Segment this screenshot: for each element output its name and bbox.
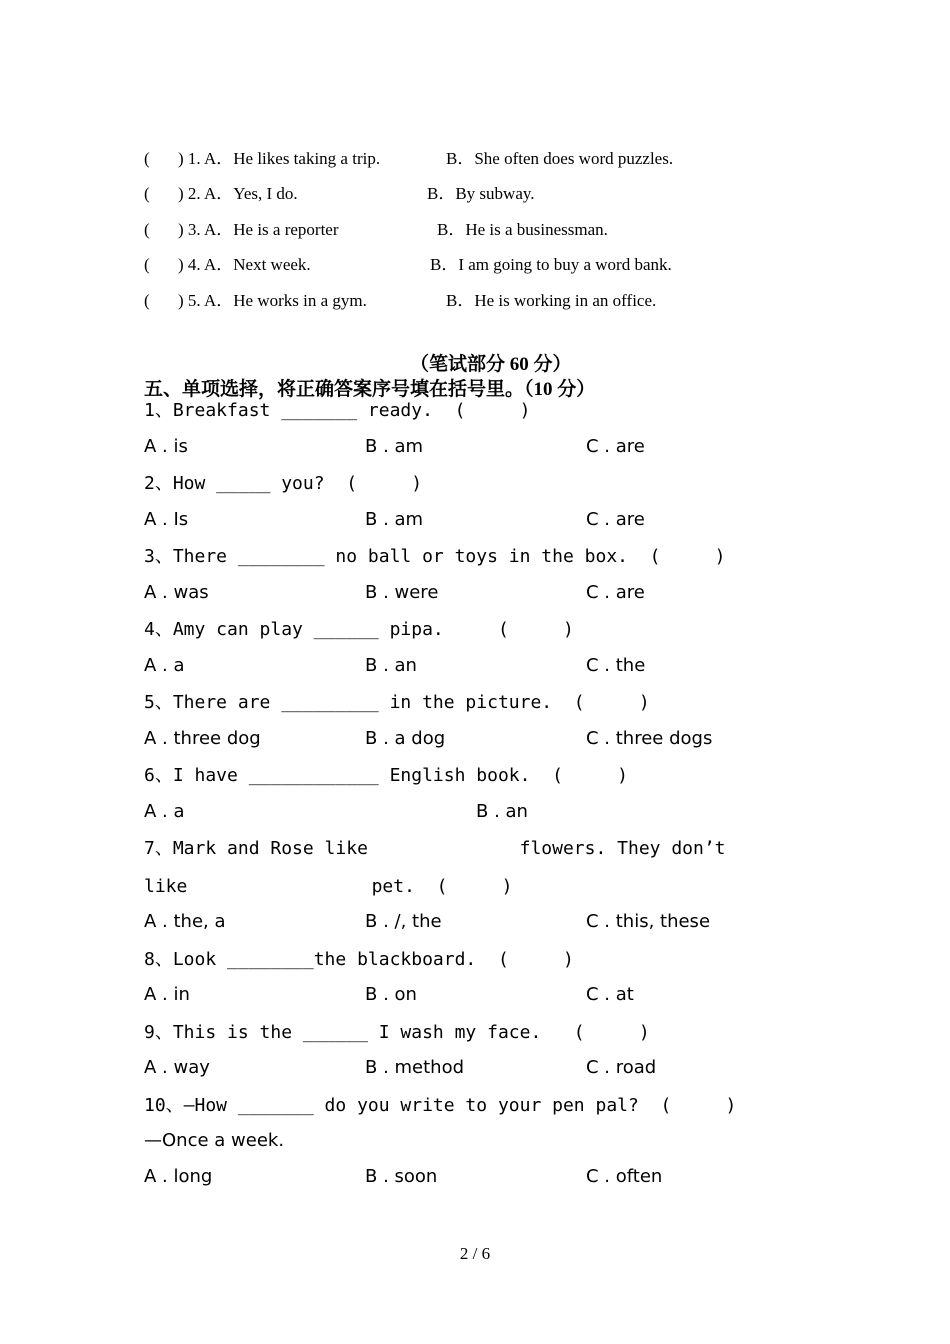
written-part-header: （笔试部分 60 分） [410,354,572,375]
page-number: 2 / 6 [459,1244,491,1263]
options-row [144,436,844,458]
question-stem: 1、Breakfast _______ ready. ( ) [144,400,531,421]
question-stem: 3、There ________ no ball or toys in the box. ( ) [144,546,726,567]
option-a: A . a [144,801,185,822]
option-a: A . way [144,1057,210,1078]
option-b: B . soon [365,1166,438,1187]
question-stem: 5、There are _________ in the picture. ( ) [144,692,650,713]
option-b: B．She often does word puzzles. [446,149,674,168]
answer-paren: ( [144,184,150,203]
question-stem: 9、This is the ______ I wash my face. ( ) [144,1022,650,1043]
option-b: B . /, the [365,911,442,932]
option-a: ) 5. A．He works in a gym. [178,291,367,310]
question-stem: 6、I have ____________ English book. ( ) [144,765,628,786]
answer-paren: ( [144,291,150,310]
options-row [144,728,844,750]
option-a: A . was [144,582,209,603]
option-b: B . an [365,655,417,676]
answer-paren: ( [144,255,150,274]
options-row [144,1057,844,1079]
option-b: B . a dog [365,728,446,749]
option-b: B . were [365,582,439,603]
option-a: ) 1. A．He likes taking a trip. [178,149,381,168]
option-a: A . in [144,984,190,1005]
option-c: C . three dogs [586,728,713,749]
option-a: A . long [144,1166,213,1187]
option-b: B . an [476,801,528,822]
option-c: C . are [586,509,645,530]
answer-prompt: —Once a week. [144,1130,285,1151]
option-b: B . method [365,1057,465,1078]
option-c: C . the [586,655,646,676]
option-b: B . am [365,436,424,457]
options-row [144,509,844,531]
option-c: C . are [586,582,645,603]
option-b: B . on [365,984,417,1005]
section-title: 五、单项选择，将正确答案序号填在括号里。（10 分） [144,379,596,400]
option-a: A . is [144,436,188,457]
options-row [144,911,844,933]
options-row [144,582,844,604]
options-row [144,984,844,1006]
option-b: B．He is working in an office. [446,291,657,310]
question-stem: 2、How _____ you? ( ) [144,473,423,494]
question-stem: 8、Look ________the blackboard. ( ) [144,949,574,970]
answer-paren: ( [144,220,150,239]
option-c: C . often [586,1166,663,1187]
option-b: B．He is a businessman. [437,220,608,239]
question-stem: 10、—How _______ do you write to your pen pal? ( ) [144,1095,737,1116]
option-c: C . this, these [586,911,711,932]
option-b: B．By subway. [427,184,535,203]
question-stem-continued: like pet. ( ) [144,876,513,897]
options-row [144,655,844,677]
option-a: ) 2. A．Yes, I do. [178,184,298,203]
option-a: A . three dog [144,728,261,749]
option-b: B．I am going to buy a word bank. [430,255,672,274]
option-a: ) 3. A．He is a reporter [178,220,339,239]
option-c: C . at [586,984,634,1005]
question-stem: 4、Amy can play ______ pipa. ( ) [144,619,574,640]
options-row [144,1166,844,1188]
option-a: A . a [144,655,185,676]
question-stem: 7、Mark and Rose like flowers. They don’t [144,838,726,859]
option-c: C . are [586,436,645,457]
answer-paren: ( [144,149,150,168]
options-row [144,801,844,823]
option-a: ) 4. A．Next week. [178,255,311,274]
option-a: A . Is [144,509,189,530]
option-b: B . am [365,509,424,530]
option-c: C . road [586,1057,657,1078]
option-a: A . the, a [144,911,226,932]
